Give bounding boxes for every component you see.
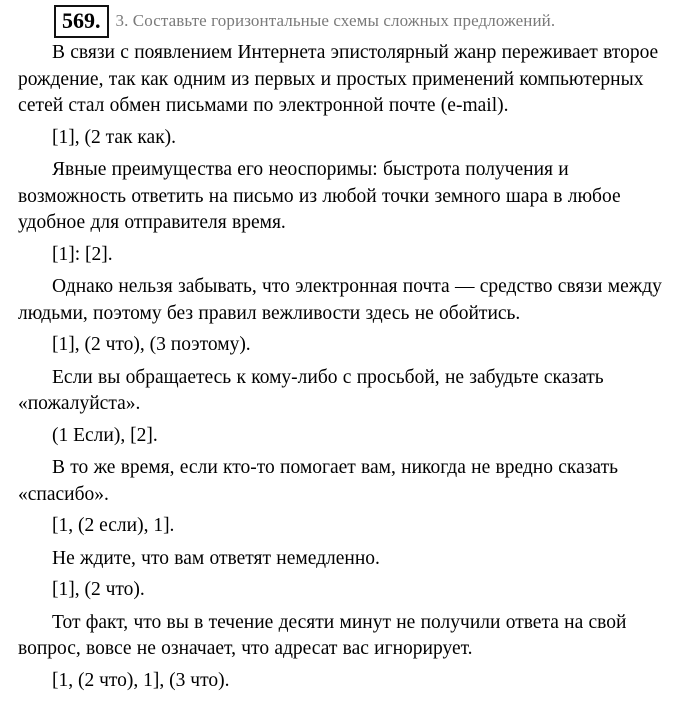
paragraph-text: Явные преимущества его неоспоримы: быстрота получения и возможность ответить на письмо из любой точки земного шара в любое удобное для отправителя время.: [18, 159, 621, 233]
sentence-scheme: [1], (2 что).: [52, 579, 145, 600]
exercise-number-box: 569.: [54, 5, 109, 38]
paragraph-text: Тот факт, что вы в течение десяти минут не получили ответа на свой вопрос, вовсе не означает, что адресат вас игнорирует.: [18, 611, 627, 659]
sentence-scheme: (1 Если), [2].: [52, 424, 158, 446]
paragraph-text: Не ждите, что вам ответят немедленно.: [52, 547, 380, 569]
sentence-scheme: [1, (2 что), 1], (3 что).: [52, 669, 230, 691]
sentence-scheme: [1]: [2].: [52, 243, 113, 265]
paragraph-text: Однако нельзя забывать, что электронная почта — средство связи между людьми, поэтому без правил вежливости здесь не обойтись.: [18, 276, 662, 324]
sentence-scheme: [1], (2 что), (3 поэтому).: [52, 334, 251, 355]
paragraph-text: В связи с появлением Интернета эпистолярный жанр переживает второе рождение, так как одним из первых и простых применений компьютерных сетей стал обмен письмами по электронной почте (e-mail).: [18, 42, 659, 116]
sentence-scheme: [1], (2 так как).: [52, 126, 177, 148]
exercise-header: [54, 6, 682, 36]
sentence-scheme: [1, (2 если), 1].: [52, 515, 175, 536]
exercise-task-instruction: 3. Составьте горизонтальные схемы сложных предложений.: [115, 11, 556, 30]
document-body: [18, 40, 682, 694]
paragraph-text: В то же время, если кто-то помогает вам, никогда не вредно сказать «спасибо».: [18, 457, 618, 505]
paragraph-text: Если вы обращаетесь к кому-либо с просьбой, не забудьте сказать «пожалуйста».: [18, 366, 604, 414]
